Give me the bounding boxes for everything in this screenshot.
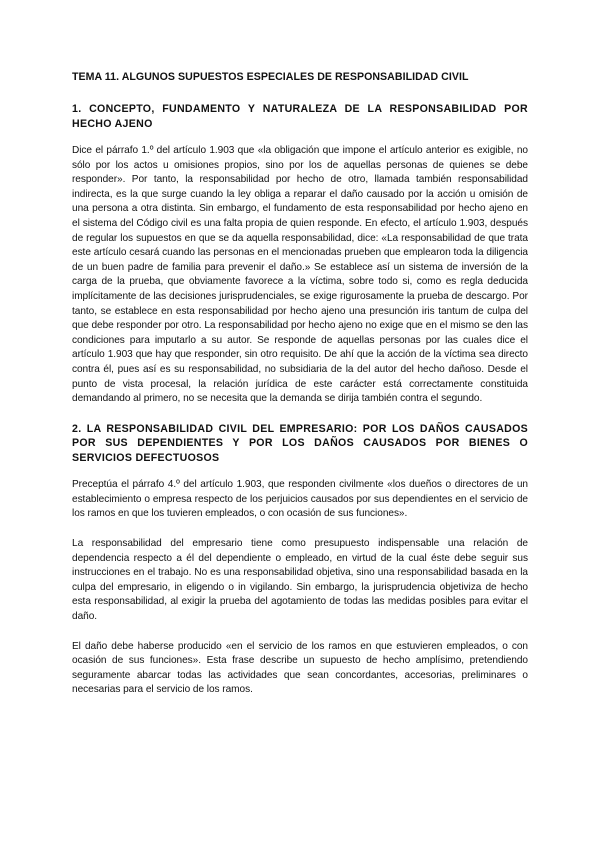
- paragraph: La responsabilidad del empresario tiene como presupuesto indispensable una relación de dependencia respecto a él del dependiente o empleado, en virtud de la cual éste debe seguir sus instrucciones en el trabajo. No es una responsabilidad objetiva, sino una responsabilidad basada en la culpa del empresario, in eligendo o in vigilando. Sin embargo, la jurisprudencia objetiviza de hecho esta responsabilidad, al exigir la prueba del agotamiento de todas las medidas posibles para evitar el daño.: [72, 537, 528, 622]
- paragraph: Dice el párrafo 1.º del artículo 1.903 que «la obligación que impone el artículo anterior es exigible, no sólo por los actos u omisiones propios, sino por los de aquellas personas de quienes se debe responder». Por tanto, la responsabilidad por hecho de otro, llamada también responsabilidad indirecta, es la que surge cuando la ley obliga a reparar el daño causado por la acción u omisión de una persona a otra distinta. Sin embargo, el fundamento de esta responsabilidad por hecho ajeno en el sistema del Código civil es una falta propia de quien responde. En efecto, el artículo 1.903, después de regular los supuestos en que se da aquella responsabilidad, dice: «La responsabilidad de que trata este artículo cesará cuando las personas en el mencionadas prueben que emplearon toda la diligencia de un buen padre de familia para prevenir el daño.» Se establece así un sistema de inversión de la carga de la prueba, que obviamente favorece a la víctima, sobre todo si, como es regla deducida implícitamente de las decisiones jurisprudenciales, se exige rigurosamente la prueba de descargo. Por tanto, se establece en esta responsabilidad por hecho ajeno una presunción iris tantum de culpa del que debe responder por otro. La responsabilidad por hecho ajeno no exige que en el mismo se den las condiciones para imputarlo a su autor. Se responde de aquellas personas por las cuales dice el artículo 1.903 que hay que responder, sin otro requisito. De ahí que la acción de la víctima sea directo contra él, pues así es su responsabilidad, no subsidiaria de la del autor del hecho dañoso. Desde el punto de vista procesal, la relación jurídica de este carácter está correctamente constituida demandando al primero, no se necesita que la demanda se dirija también contra el segundo.: [72, 145, 528, 405]
- section-heading: 1. CONCEPTO, FUNDAMENTO Y NATURALEZA DE LA RESPONSABILIDAD POR HECHO AJENO: [72, 103, 528, 130]
- paragraph: El daño debe haberse producido «en el servicio de los ramos en que estuvieren empleados, o con ocasión de sus funciones». Esta frase describe un supuesto de hecho amplísimo, pretendiendo seguramente abarcar todas las actividades que sean concordantes, accesorias, preliminares o necesarias para el servicio de los ramos.: [72, 640, 528, 696]
- section-2: [72, 422, 528, 698]
- paragraph: Preceptúa el párrafo 4.º del artículo 1.903, que responden civilmente «los dueños o directores de un establecimiento o empresa respecto de los perjuicios causados por sus dependientes en el servicio de los ramos en que los tuvieren empleados, o con ocasión de sus funciones».: [72, 479, 528, 520]
- section-1: [72, 102, 528, 407]
- section-heading: 2. LA RESPONSABILIDAD CIVIL DEL EMPRESARIO: POR LOS DAÑOS CAUSADOS POR SUS DEPENDIENTES Y POR LOS DAÑOS CAUSADOS POR BIENES O SERVICIOS DEFECTUOSOS: [72, 422, 528, 464]
- document-title: TEMA 11. ALGUNOS SUPUESTOS ESPECIALES DE RESPONSABILIDAD CIVIL: [72, 71, 469, 83]
- document-body: [72, 70, 528, 713]
